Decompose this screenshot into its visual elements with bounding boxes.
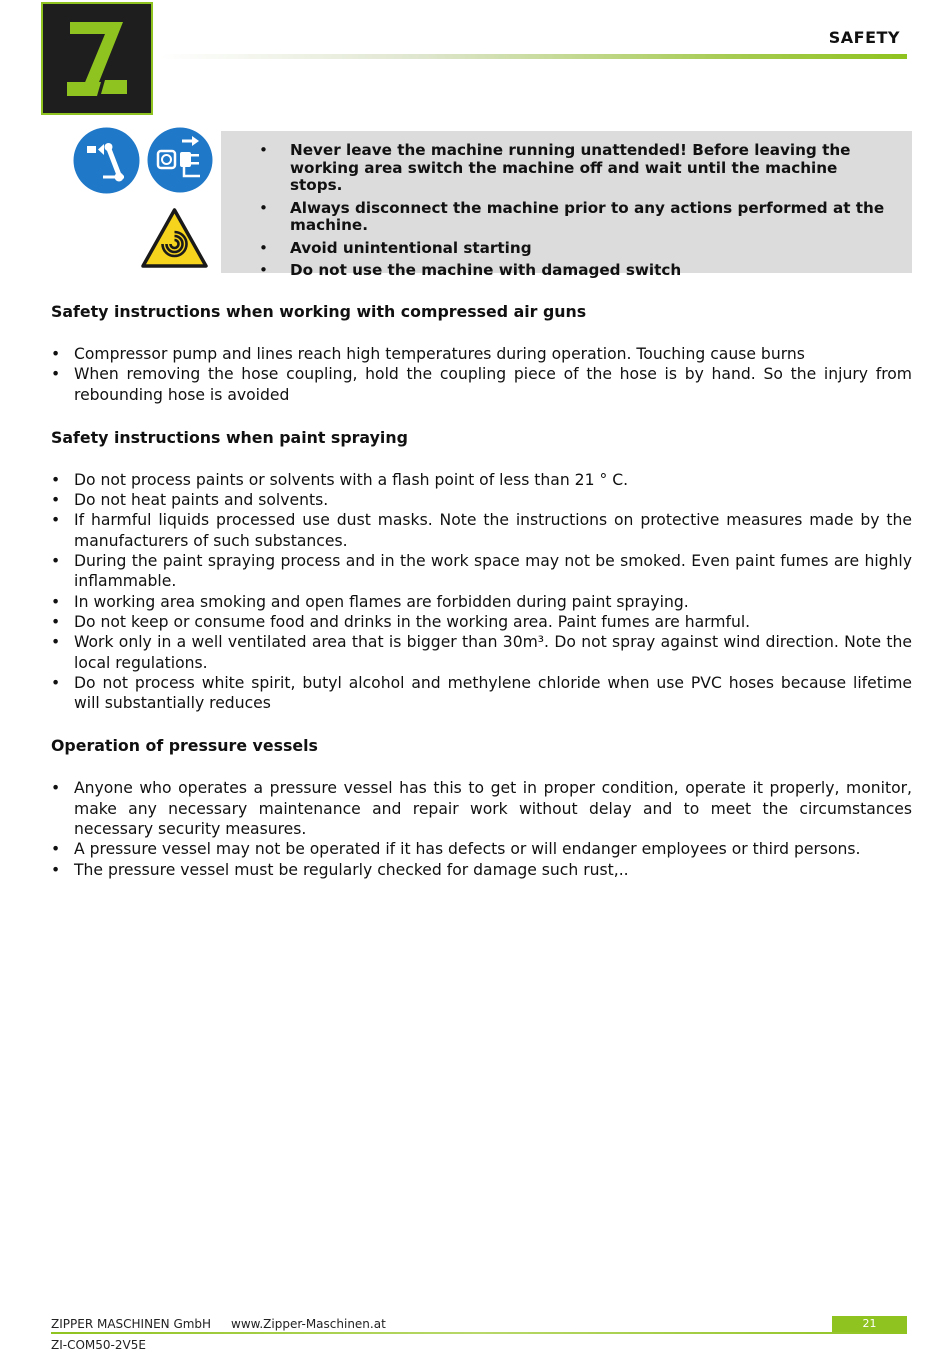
list-item: • Work only in a well ventilated area that is bigger than 30m³. Do not spray against wind direction. Note the local regulations. (51, 632, 912, 673)
list-item: • During the paint spraying process and in the work space may not be smoked. Even paint fumes are highly inflammable. (51, 551, 912, 592)
warning-item: • Always disconnect the machine prior to any actions performed at the machine. (259, 200, 892, 235)
section-heading-paint-spraying: Safety instructions when paint spraying (51, 427, 408, 447)
zipper-z-logo-icon (41, 2, 153, 115)
warning-item: • Avoid unintentional starting (259, 240, 892, 258)
footer-model-code: ZI-COM50-2V5E (51, 1338, 146, 1352)
footer-divider (51, 1332, 907, 1334)
warning-item: • Do not use the machine with damaged switch (259, 262, 892, 280)
pressure-vessels-list (51, 778, 912, 879)
page-number: 21 (832, 1316, 907, 1332)
main-content (51, 301, 912, 902)
footer-company: ZIPPER MASCHINEN GmbH (51, 1317, 212, 1331)
section-title: SAFETY (828, 28, 900, 47)
mandatory-disconnect-plug-icon (147, 127, 213, 193)
warning-automatic-start-icon (141, 208, 208, 268)
section-heading-pressure-vessels: Operation of pressure vessels (51, 736, 318, 756)
air-guns-list (51, 344, 912, 405)
list-item: • Do not process paints or solvents with a flash point of less than 21 ° C. (51, 470, 912, 490)
list-item: • Anyone who operates a pressure vessel has this to get in proper condition, operate it properly, monitor, make any necessary maintenance and repair work without delay and to meet the circumstances necessary security measures. (51, 778, 912, 839)
warning-item: • Never leave the machine running unattended! Before leaving the working area switch the machine off and wait until the machine stops. (259, 142, 892, 195)
list-item: • In working area smoking and open flames are forbidden during paint spraying. (51, 592, 912, 612)
list-item: • Compressor pump and lines reach high temperatures during operation. Touching cause burns (51, 344, 912, 364)
warning-box (221, 131, 912, 279)
header-divider (160, 54, 907, 59)
list-item: • A pressure vessel may not be operated if it has defects or will endanger employees or third persons. (51, 839, 912, 859)
list-item: • Do not keep or consume food and drinks in the working area. Paint fumes are harmful. (51, 612, 912, 632)
list-item: • Do not process white spirit, butyl alcohol and methylene chloride when use PVC hoses because lifetime will substantially reduces (51, 673, 912, 714)
list-item: • Do not heat paints and solvents. (51, 490, 912, 510)
section-heading-air-guns: Safety instructions when working with compressed air guns (51, 302, 587, 321)
mandatory-switch-off-icon (73, 127, 140, 194)
list-item: • The pressure vessel must be regularly checked for damage such rust,.. (51, 860, 912, 880)
list-item: • When removing the hose coupling, hold the coupling piece of the hose is by hand. So the injury from rebounding hose is avoided (51, 364, 912, 405)
footer-website-link[interactable]: www.Zipper-Maschinen.at (231, 1317, 386, 1331)
warning-list (259, 142, 892, 280)
list-item: • If harmful liquids processed use dust masks. Note the instructions on protective measures made by the manufacturers of such substances. (51, 510, 912, 551)
paint-spraying-list (51, 470, 912, 714)
